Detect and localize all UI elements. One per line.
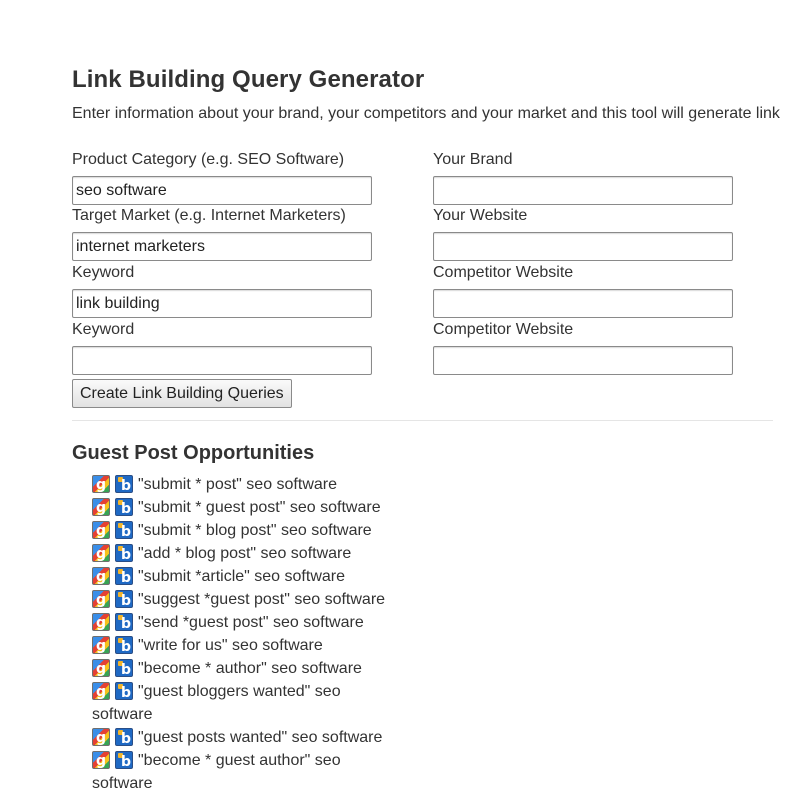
target-market-input[interactable] xyxy=(72,232,372,261)
keyword-1-input[interactable] xyxy=(72,289,372,318)
competitor-website-1-label: Competitor Website xyxy=(433,264,574,281)
query-text: "become * guest author" seo software xyxy=(92,752,341,792)
query-item xyxy=(92,680,397,726)
query-text: "submit * post" seo software xyxy=(138,476,337,493)
competitor-website-2-label: Competitor Website xyxy=(433,321,574,338)
bing-icon[interactable] xyxy=(115,521,133,539)
query-text: "submit *article" seo software xyxy=(138,568,345,585)
google-icon[interactable] xyxy=(92,682,110,700)
query-item xyxy=(92,496,397,519)
bing-icon[interactable] xyxy=(115,544,133,562)
query-text: "submit * guest post" seo software xyxy=(138,499,381,516)
google-icon[interactable] xyxy=(92,590,110,608)
your-brand-input[interactable] xyxy=(433,176,733,205)
query-item xyxy=(92,634,397,657)
product-category-input[interactable] xyxy=(72,176,372,205)
bing-icon[interactable] xyxy=(115,682,133,700)
query-text: "guest posts wanted" seo software xyxy=(138,729,383,746)
your-website-input[interactable] xyxy=(433,232,733,261)
your-website-label: Your Website xyxy=(433,207,528,224)
create-queries-button[interactable]: Create Link Building Queries xyxy=(72,379,292,408)
bing-icon[interactable] xyxy=(115,728,133,746)
query-item xyxy=(92,588,397,611)
google-icon[interactable] xyxy=(92,567,110,585)
query-item xyxy=(92,657,397,680)
bing-icon[interactable] xyxy=(115,590,133,608)
section-divider xyxy=(72,420,773,421)
query-text: "write for us" seo software xyxy=(138,637,323,654)
bing-icon[interactable] xyxy=(115,636,133,654)
google-icon[interactable] xyxy=(92,728,110,746)
bing-icon[interactable] xyxy=(115,751,133,769)
bing-icon[interactable] xyxy=(115,613,133,631)
query-text: "send *guest post" seo software xyxy=(138,614,364,631)
query-text: "submit * blog post" seo software xyxy=(138,522,372,539)
query-item xyxy=(92,611,397,634)
competitor-website-2-input[interactable] xyxy=(433,346,733,375)
bing-icon[interactable] xyxy=(115,475,133,493)
google-icon[interactable] xyxy=(92,659,110,677)
query-item xyxy=(92,473,397,496)
query-text: "become * author" seo software xyxy=(138,660,362,677)
bing-icon[interactable] xyxy=(115,567,133,585)
section-title: Guest Post Opportunities xyxy=(72,442,315,464)
query-item xyxy=(92,542,397,565)
query-item xyxy=(92,749,397,795)
query-item xyxy=(92,565,397,588)
product-category-label: Product Category (e.g. SEO Software) xyxy=(72,151,345,168)
query-text: "suggest *guest post" seo software xyxy=(138,591,386,608)
your-brand-label: Your Brand xyxy=(433,151,513,168)
query-text: "guest bloggers wanted" seo software xyxy=(92,683,341,723)
google-icon[interactable] xyxy=(92,521,110,539)
query-list xyxy=(92,473,397,795)
intro-text: Enter information about your brand, your competitors and your market and this tool will generate link xyxy=(72,105,780,122)
bing-icon[interactable] xyxy=(115,659,133,677)
google-icon[interactable] xyxy=(92,498,110,516)
query-text: "add * blog post" seo software xyxy=(138,545,352,562)
query-item xyxy=(92,519,397,542)
keyword-2-label: Keyword xyxy=(72,321,135,338)
google-icon[interactable] xyxy=(92,613,110,631)
page-title: Link Building Query Generator xyxy=(72,66,425,93)
google-icon[interactable] xyxy=(92,475,110,493)
target-market-label: Target Market (e.g. Internet Marketers) xyxy=(72,207,346,224)
keyword-1-label: Keyword xyxy=(72,264,135,281)
google-icon[interactable] xyxy=(92,636,110,654)
keyword-2-input[interactable] xyxy=(72,346,372,375)
google-icon[interactable] xyxy=(92,751,110,769)
bing-icon[interactable] xyxy=(115,498,133,516)
competitor-website-1-input[interactable] xyxy=(433,289,733,318)
query-item xyxy=(92,726,397,749)
google-icon[interactable] xyxy=(92,544,110,562)
